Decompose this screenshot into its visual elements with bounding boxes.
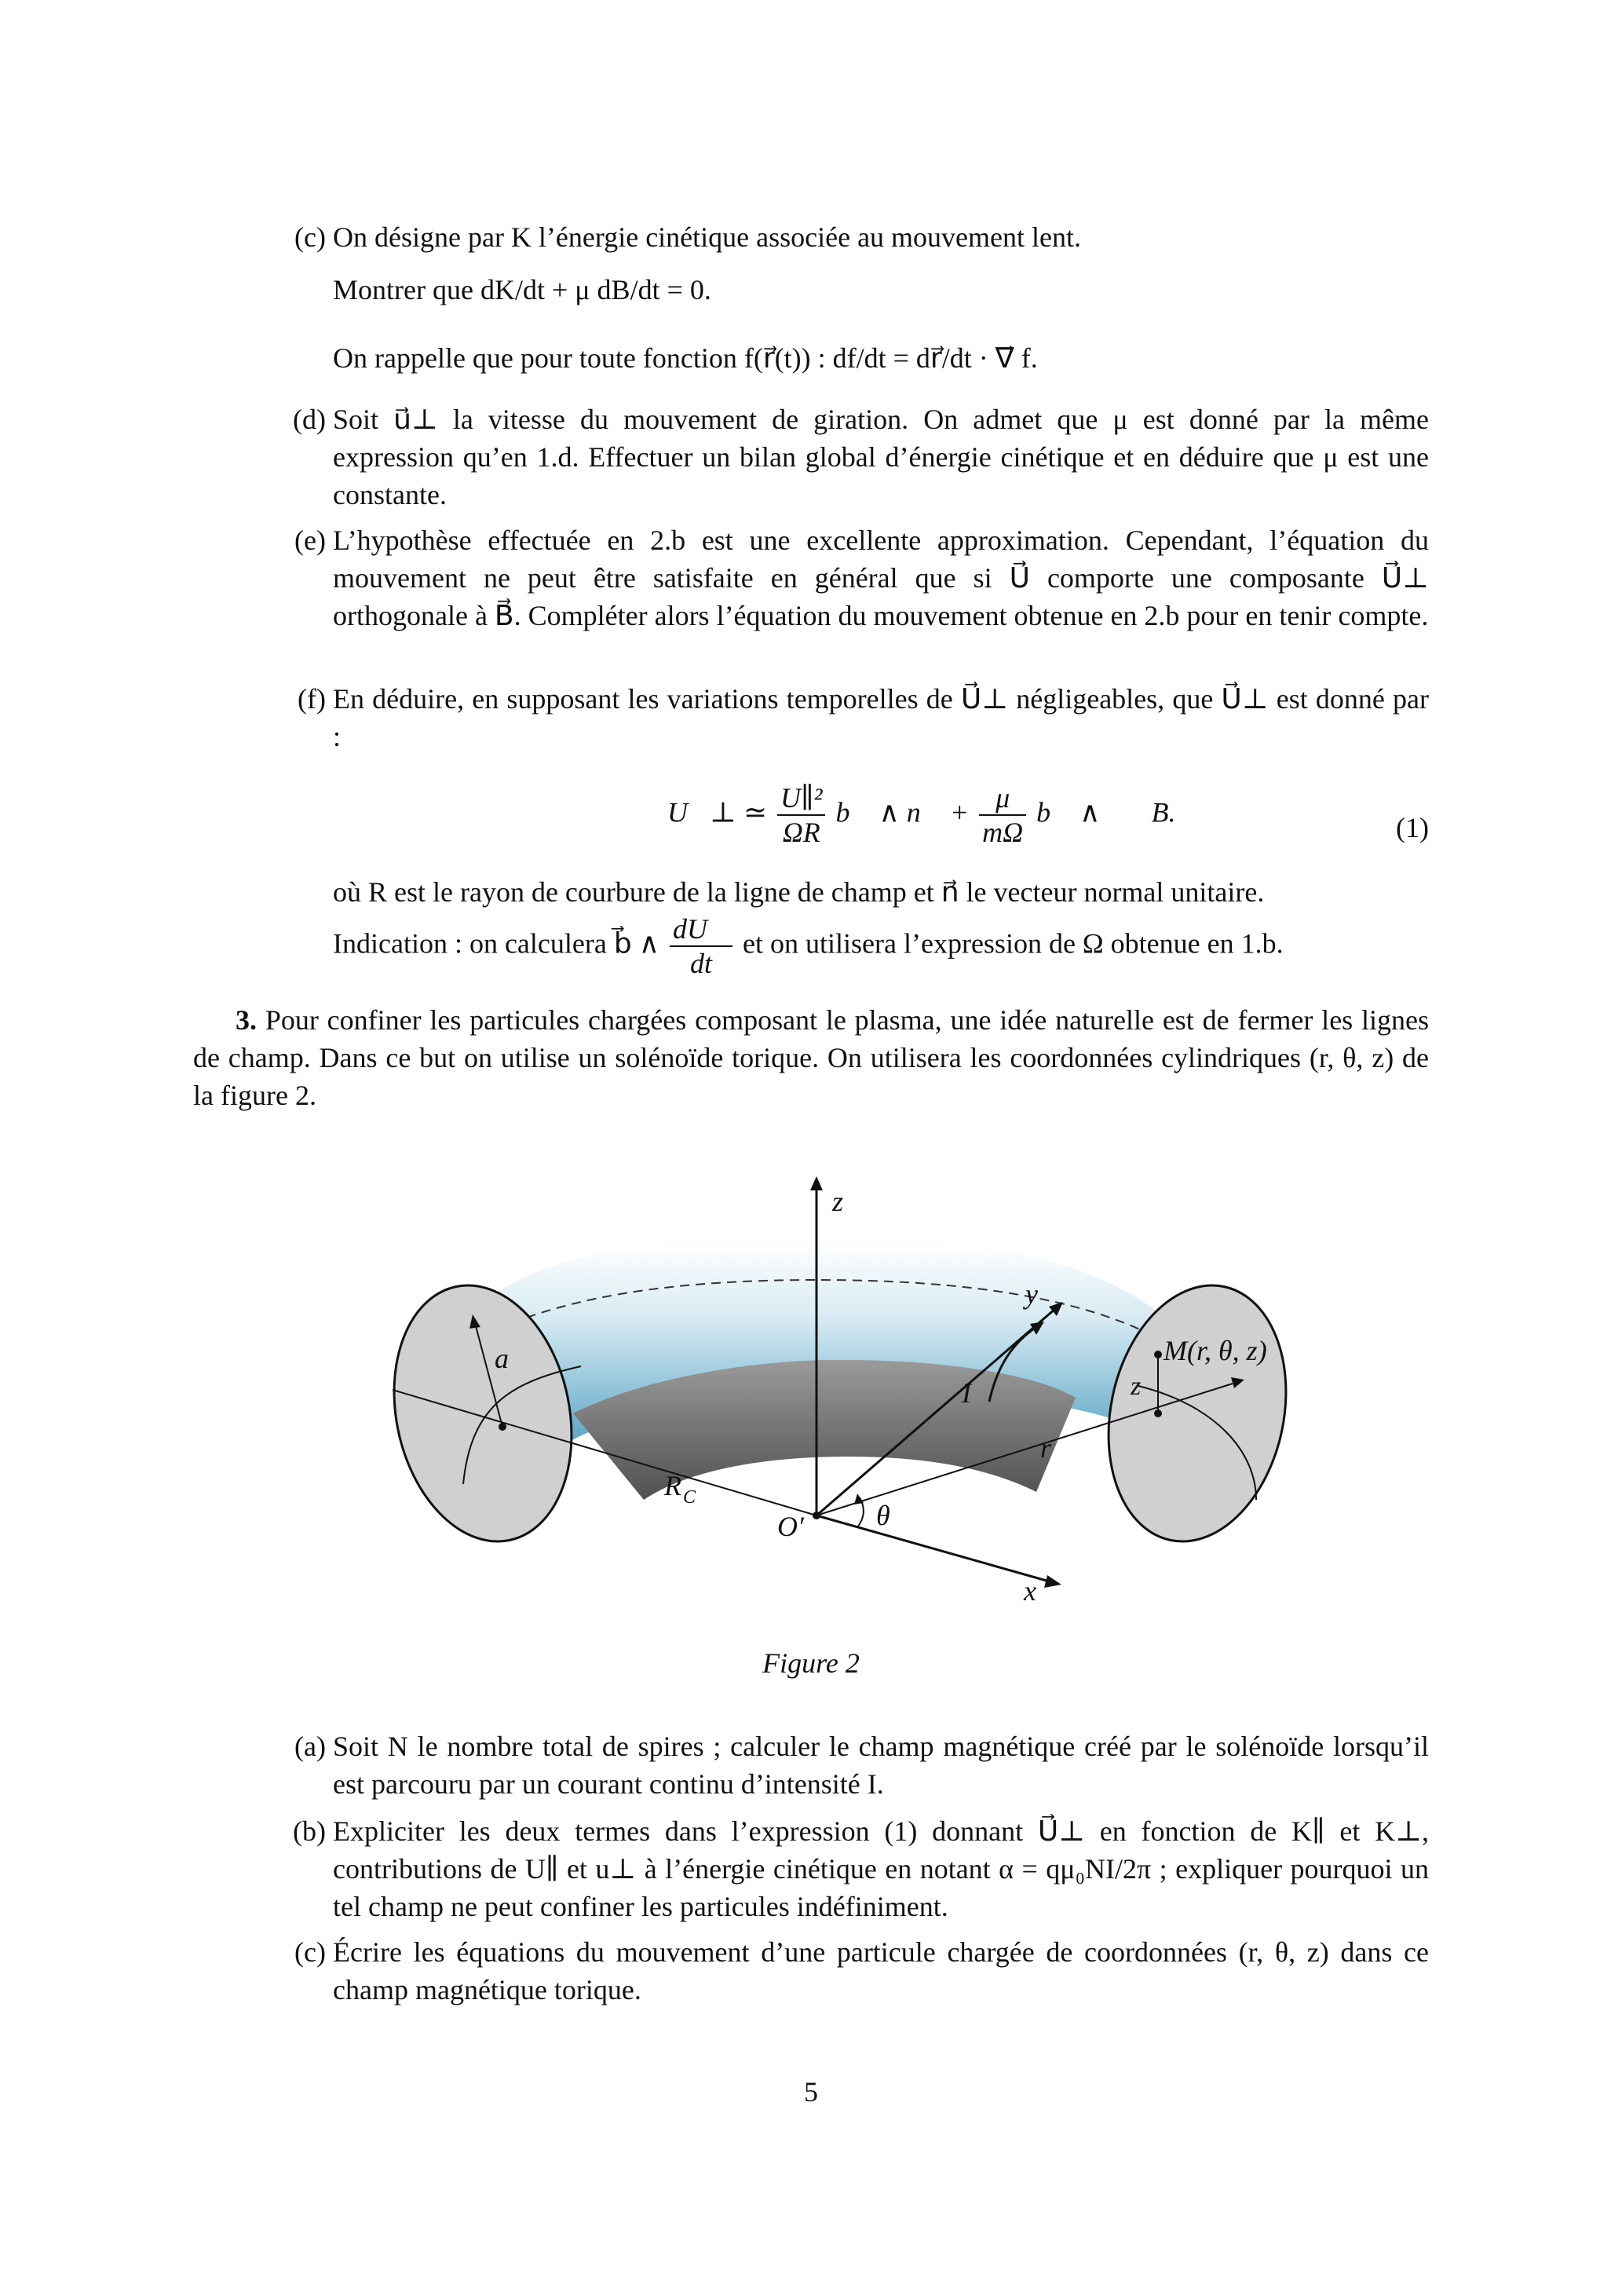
- hint-frac-num: dU⃗: [670, 912, 732, 947]
- hint-line: [333, 912, 1284, 980]
- item-3a-text: Soit N le nombre total de spires ; calculer le champ magnétique créé par le solénoïde lorsqu’il est parcouru par un courant continu d’intensité I.: [333, 1731, 1429, 1800]
- theta-arrowhead: [854, 1493, 864, 1504]
- label-z-axis: z: [832, 1186, 844, 1217]
- item-d-text: Soit u⃗⊥ la vitesse du mouvement de giration. On admet que μ est donné par la même expression qu’en 1.d. Effectuer un bilan global d’énergie cinétique et en déduire que μ est une constante.: [333, 404, 1429, 510]
- x-axis-line: [816, 1515, 1052, 1582]
- section-3-text: Pour confiner les particules chargées composant le plasma, une idée naturelle est de fermer les lignes de champ. Dans ce but on utilise un solénoïde torique. On utilisera les coordonnées cylindriques (r, θ, z) de la figure 2.: [193, 1004, 1429, 1111]
- hint-frac: [670, 912, 732, 980]
- equation-term-2: b⃗ ∧ ∇⃗B.: [1036, 796, 1176, 828]
- equation-frac-2-den: mΩ: [982, 817, 1024, 848]
- label-origin: O′: [777, 1511, 804, 1542]
- label-a: a: [495, 1343, 509, 1374]
- item-3b-label: (b): [293, 1815, 326, 1847]
- equation-frac-2-num: μ: [979, 781, 1026, 816]
- item-3b-text: Expliciter les deux termes dans l’expression (1) donnant U⃗⊥ en fonction de K∥ et K⊥, contributions de U∥ et u⊥ à l’énergie cinétique en notant α = qμ₀NI/2π ; expliquer pourquoi un tel champ ne peut confiner les particules indéfiniment.: [333, 1815, 1429, 1922]
- equation-1: [667, 781, 1176, 849]
- equation-term-1: b⃗ ∧ n⃗ +: [835, 796, 970, 828]
- item-e-label: (e): [294, 525, 326, 556]
- equation-frac-1-num: U∥²: [777, 781, 825, 816]
- item-d-label: (d): [293, 404, 326, 435]
- item-c-line2: Montrer que dK/dt + μ dB/dt = 0.: [333, 274, 711, 305]
- equation-frac-2: [979, 781, 1026, 849]
- origin-point: [813, 1512, 820, 1519]
- hint-suffix: et on utilisera l’expression de Ω obtenue en 1.b.: [743, 927, 1284, 960]
- equation-frac-1-den: ΩR: [782, 817, 820, 848]
- item-c-label: (c): [294, 221, 326, 253]
- label-rc-subscript: C: [683, 1487, 696, 1508]
- after-eq-line: où R est le rayon de courbure de la ligne de champ et n⃗ le vecteur normal unitaire.: [333, 876, 1265, 908]
- figure-2-caption: Figure 2: [762, 1647, 860, 1679]
- label-theta: θ: [876, 1500, 890, 1531]
- item-e-text: L’hypothèse effectuée en 2.b est une excellente approximation. Cependant, l’équation du mouvement ne peut être satisfaite en général que si U⃗ comporte une composante U⃗⊥ orthogonale à B⃗. Compléter alors l’équation du mouvement obtenue en 2.b pour en tenir compte.: [333, 525, 1429, 631]
- page-number: 5: [804, 2076, 818, 2108]
- item-c-line3: On rappelle que pour toute fonction f(r⃗(t)) : df/dt = dr⃗/dt · ∇⃗ f.: [333, 342, 1038, 374]
- label-point-m: M(r, θ, z): [1164, 1335, 1267, 1366]
- item-f-text: En déduire, en supposant les variations temporelles de U⃗⊥ négligeables, que U⃗⊥ est donné par :: [333, 683, 1429, 752]
- item-3a-label: (a): [294, 1731, 326, 1762]
- equation-number: (1): [1396, 812, 1429, 843]
- z-axis-arrow: [810, 1176, 823, 1190]
- item-c-line1: On désigne par K l’énergie cinétique associée au mouvement lent.: [333, 221, 1081, 253]
- item-3c-text: Écrire les équations du mouvement d’une particule chargée de coordonnées (r, θ, z) dans ce champ magnétique torique.: [333, 1936, 1429, 2005]
- label-r: r: [1040, 1432, 1052, 1464]
- section-3-paragraph: [193, 1001, 1429, 1114]
- equation-lhs: U⃗⊥ ≃: [667, 796, 768, 828]
- hint-frac-den: dt: [690, 948, 713, 979]
- equation-frac-1: [777, 781, 825, 849]
- figure-2-torus: [345, 1154, 1319, 1641]
- x-axis-arrow: [1044, 1575, 1061, 1588]
- item-3c-label: (c): [294, 1936, 326, 1968]
- label-y-axis: y: [1025, 1278, 1038, 1310]
- label-rc: R: [664, 1470, 681, 1501]
- label-z-small: z: [1131, 1372, 1142, 1401]
- label-x-axis: x: [1024, 1575, 1036, 1607]
- item-f-label: (f): [298, 683, 326, 715]
- section-3-number: 3.: [236, 1004, 257, 1036]
- hint-prefix: Indication : on calculera b⃗ ∧: [333, 927, 660, 960]
- left-center-point: [499, 1423, 506, 1431]
- label-current-i: I: [962, 1377, 971, 1409]
